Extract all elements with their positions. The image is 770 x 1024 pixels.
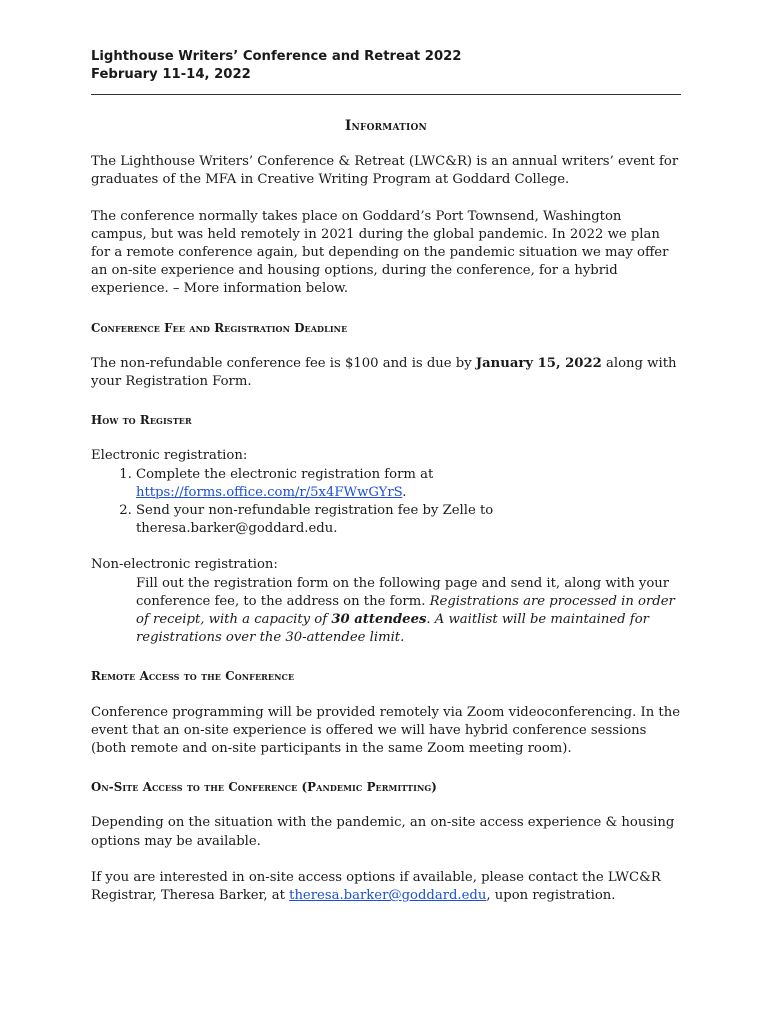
onsite-heading: On-Site Access to the Conference (Pandemic Permitting) [91,780,437,795]
fee-paragraph [91,355,681,391]
step1-end: . [402,484,407,500]
intro-paragraph-2: The conference normally takes place on Goddard’s Port Townsend, Washington campus, but was held remotely in 2021 during the global pandemic. In 2022 we plan for a remote conference again, but depending on the pandemic situation we may offer an on-site experience and housing options, during the conference, for a hybrid experience. – More information below. [91,208,669,297]
step1-text: Complete the electronic registration form at [136,466,434,482]
registration-form-link[interactable]: https://forms.office.com/r/5x4FWwGYrS [136,484,403,500]
fee-text-after: along with your Registration Form. [91,355,677,390]
capacity-text-1: Registrations are processed in order of receipt, with a capacity of [136,593,675,628]
electronic-label: Electronic registration: [91,448,248,464]
document-page [91,48,681,905]
remote-paragraph: Conference programming will be provided remotely via Zoom videoconferencing. In the event that an on-site experience is offered we will have hybrid conference sessions (both remote and on-site participants in the same Zoom meeting room). [91,704,680,757]
onsite-text-before: If you are interested in on-site access options if available, please contact the LWC&R Registrar, Theresa Barker, at [91,869,661,904]
header-date: February 11-14, 2022 [91,67,251,82]
onsite-paragraph-1: Depending on the situation with the pandemic, an on-site access experience & housing options may be available. [91,815,675,849]
capacity-text-2: . A waitlist will be maintained for registrations over the 30-attendee limit. [136,612,649,646]
header-divider [91,94,681,95]
document-header [91,48,681,84]
onsite-text-after: , upon registration. [486,888,616,904]
header-title: Lighthouse Writers’ Conference and Retreat 2022 [91,49,462,64]
nonelectronic-label: Non-electronic registration: [91,557,278,573]
capacity-number: 30 attendees [331,612,427,628]
fee-deadline: January 15, 2022 [475,355,602,371]
electronic-step-1 [136,466,681,502]
register-heading: How to Register [91,413,192,428]
intro-paragraph-1: The Lighthouse Writers’ Conference & Retreat (LWC&R) is an annual writers’ event for graduates of the MFA in Creative Writing Program at Goddard College. [91,154,679,188]
fee-text-before: The non-refundable conference fee is $100 and is due by [91,355,476,371]
page-title: Information [345,118,427,134]
remote-heading: Remote Access to the Conference [91,669,295,684]
registrar-email-link[interactable]: theresa.barker@goddard.edu [289,888,487,904]
nonelectronic-paragraph [91,575,681,648]
onsite-paragraph-2 [91,869,681,905]
nonelectronic-text: Fill out the registration form on the following page and send it, along with your conference fee, to the address on the form. [136,575,670,609]
fee-heading: Conference Fee and Registration Deadline [91,320,348,335]
electronic-steps-list [91,466,681,539]
electronic-step-2: 2. Send your non-refundable registration fee by Zelle to theresa.barker@goddard.edu. [136,502,681,538]
